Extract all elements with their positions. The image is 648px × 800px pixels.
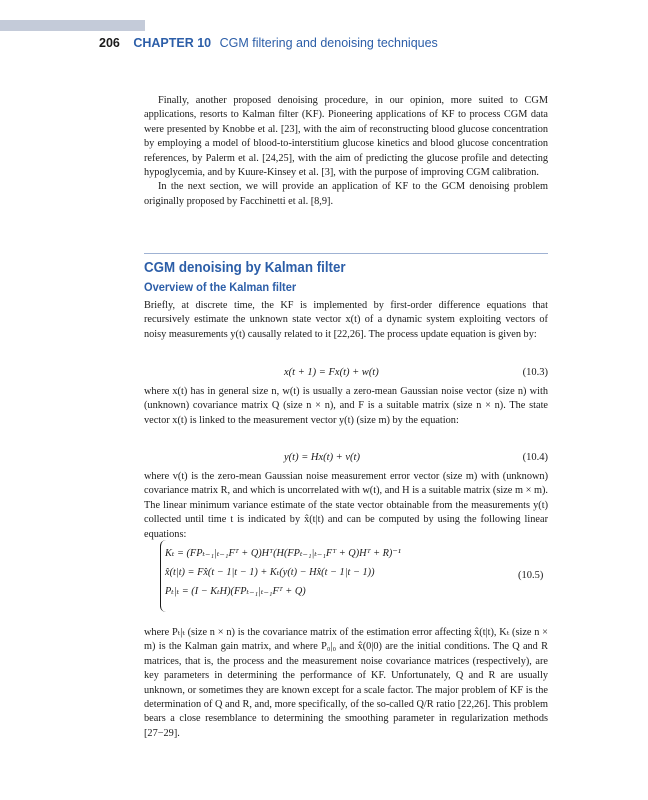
section-title: CGM denoising by Kalman filter — [144, 260, 346, 276]
equation-10-4-number: (10.4) — [522, 452, 548, 463]
body-paragraph-2-wrap — [144, 385, 548, 428]
intro-paragraph-2: In the next section, we will provide an application of KF to the GCM denoising problem originally proposed by Facchinetti et al. [8,9]. — [144, 181, 548, 207]
kalman-gain-equation: Kₜ = (FPₜ₋₁|ₜ₋₁Fᵀ + Q)Hᵀ(H(FPₜ₋₁|ₜ₋₁Fᵀ + Q)Hᵀ + R)⁻¹ — [165, 548, 401, 559]
body-paragraph-1-wrap — [144, 299, 548, 342]
body-paragraph-1: Briefly, at discrete time, the KF is implemented by first-order difference equations that recursively estimate the unknown state vector x(t) of a dynamic system exploiting vectors of noisy measurements y(t) causally related to it [22,26]. The process update equation is given by: — [144, 300, 548, 340]
state-estimate-equation: x̂(t|t) = Fx̂(t − 1|t − 1) + Kₜ(y(t) − Hx̂(t − 1|t − 1)) — [165, 567, 375, 578]
body-paragraph-2: where x(t) has in general size n, w(t) is usually a zero-mean Gaussian noise vector (size n) with (unknown) covariance matrix Q (size n × n), and F is a suitable matrix (size n × n). The state vector x(t) is linked to the measurement vector y(t) (size m) by the equation: — [144, 386, 548, 426]
body-paragraph-4: where Pₜ|ₜ (size n × n) is the covariance matrix of the estimation error affecting x̂(t|t), Kₜ (size n × m) is the Kalman gain matrix, and where P₀|₀ and x̂(0|0) are the initial conditions. The Q and R matrices, that is, the process and the measurement noise covariance matrices (respectively), are key parameters in determining the performance of KF. Unfortunately, Q and R are usually unknown, or sometimes they are known except for a scale factor. The major problem of KF is the determination of Q and R, and, more specifically, of the so-called Q/R ratio [22,26]. This problem bears a close resemblance to determining the smoothing parameter in regularization methods [27−29]. — [144, 627, 548, 739]
page-number: 206 — [99, 36, 120, 50]
covariance-update-equation: Pₜ|ₜ = (I − KₜH)(FPₜ₋₁|ₜ₋₁Fᵀ + Q) — [165, 586, 306, 597]
equation-10-3-body: x(t + 1) = Fx(t) + w(t) — [284, 367, 379, 378]
chapter-label: CHAPTER 10 — [133, 36, 212, 50]
running-header — [99, 36, 438, 50]
equation-system-10-5 — [165, 544, 401, 601]
chapter-title: CGM filtering and denoising techniques — [219, 36, 438, 50]
top-color-bar — [0, 20, 145, 31]
body-paragraph-4-wrap — [144, 626, 548, 741]
body-paragraph-3: where v(t) is the zero-mean Gaussian noise measurement error vector (size m) with (unknown) covariance matrix R, and which is uncorrelated with w(t), and H is a suitable matrix (size m × m). The linear minimum variance estimate of the state vector obtainable from the measurements y(t) collected until time t is indicated by x̂(t|t) and can be computed by using the following linear equations: — [144, 471, 548, 540]
equation-10-3-number: (10.3) — [522, 367, 548, 378]
body-paragraph-3-wrap — [144, 470, 548, 542]
intro-text — [144, 94, 548, 209]
section-divider — [144, 253, 548, 254]
intro-paragraph-1: Finally, another proposed denoising procedure, in our opinion, more suited to CGM applications, resorts to Kalman filter (KF). Pioneering applications of KF to process CGM data were presented by Knobbe et al. [23], with the aim of reconstructing blood glucose concentration by employing a model of blood-to-interstitium glucose kinetics and blood glucose concentration references, by Palerm et al. [24,25], with the aim of predicting the glucose profile and detecting hypoglycemia, and by Kuure-Kinsey et al. [3], with the purpose of improving CGM calibration. — [144, 95, 548, 179]
equation-10-5-number: (10.5) — [518, 570, 544, 581]
equation-10-4-body: y(t) = Hx(t) + v(t) — [284, 452, 360, 463]
section-subtitle: Overview of the Kalman filter — [144, 280, 297, 294]
